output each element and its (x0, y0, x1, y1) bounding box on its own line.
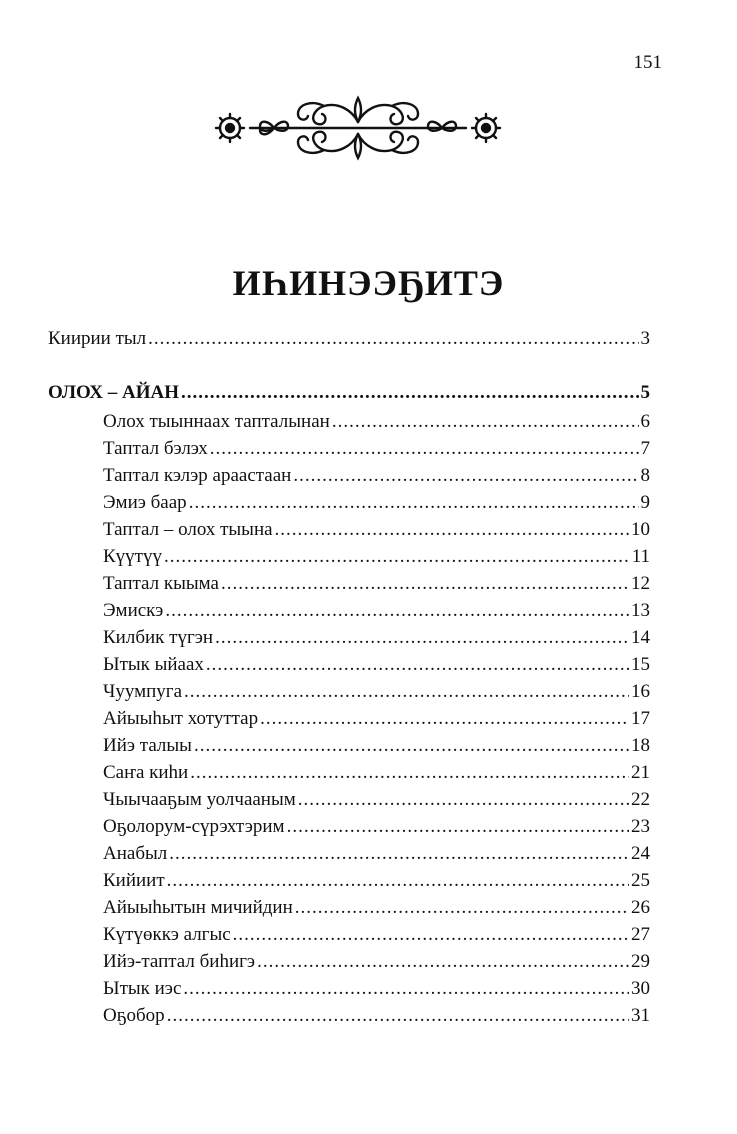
toc-entry (103, 491, 650, 515)
toc-entry-label: Күүтүү (103, 546, 162, 567)
toc-page-number: 16 (631, 681, 650, 702)
leader-dots (233, 923, 629, 947)
toc-page-number: 14 (631, 627, 650, 648)
toc-entry (103, 464, 650, 488)
toc-entry (103, 680, 650, 704)
toc-page-number: 8 (640, 465, 650, 486)
toc-entry-label: Чыычааҕым уолчааным (103, 789, 296, 810)
toc-entry (103, 1004, 650, 1028)
toc-entry (103, 707, 650, 731)
toc-page-number: 25 (631, 870, 650, 891)
toc-entry-label: Ийэ-таптал биһигэ (103, 951, 256, 972)
toc-section-label: ОЛОХ – АЙАН (48, 382, 180, 403)
toc-page-number: 21 (631, 762, 650, 783)
leader-dots (189, 491, 639, 515)
toc-entry (103, 518, 650, 542)
toc-page-number: 26 (631, 897, 650, 918)
toc-page-number: 18 (631, 735, 650, 756)
leader-dots (169, 842, 629, 866)
toc-entry (103, 734, 650, 758)
leader-dots (260, 707, 629, 731)
toc-entry-label: Оҕолорум-сүрэхтэрим (103, 816, 285, 837)
toc-page-number: 12 (631, 573, 650, 594)
toc-entry (103, 977, 650, 1001)
leader-dots (298, 788, 629, 812)
toc-entry-label: Олох тыыннаах тапталынан (103, 411, 330, 432)
toc-entry-label: Күтүөккэ алгыс (103, 924, 231, 945)
toc-section-row (48, 381, 650, 405)
toc-entry (103, 761, 650, 785)
toc-entry (103, 626, 650, 650)
toc-entry-label: Таптал кыыма (103, 573, 219, 594)
page-number: 151 (633, 52, 662, 73)
toc-entry-label: Килбик түгэн (103, 627, 214, 648)
toc-entry-label: Айыыһыт хотуттар (103, 708, 259, 729)
toc-entry (103, 545, 650, 569)
toc-entry (103, 923, 650, 947)
toc-page-number: 23 (631, 816, 650, 837)
toc-entry-label: Таптал кэлэр араастаан (103, 465, 292, 486)
toc-entry (103, 437, 650, 461)
toc-entry (103, 815, 650, 839)
leader-dots (332, 410, 639, 434)
leader-dots (181, 381, 638, 405)
toc-entry (103, 842, 650, 866)
toc-entry (103, 896, 650, 920)
toc-page-number: 22 (631, 789, 650, 810)
leader-dots (148, 327, 638, 351)
page-title: ИҺИНЭЭҔИТЭ (232, 263, 505, 303)
leader-dots (183, 977, 629, 1001)
leader-dots (287, 815, 629, 839)
toc-entry-label: Таптал – олох тыына (103, 519, 273, 540)
leader-dots (295, 896, 629, 920)
leader-dots (167, 869, 629, 893)
toc-entry-label: Киирии тыл (48, 328, 147, 349)
leader-dots (194, 734, 629, 758)
toc-page-number: 29 (631, 951, 650, 972)
leader-dots (184, 680, 629, 704)
leader-dots (167, 1004, 629, 1028)
toc-page-number: 24 (631, 843, 650, 864)
toc-page-number: 27 (631, 924, 650, 945)
leader-dots (257, 950, 629, 974)
toc-entry-label: Таптал бэлэх (103, 438, 208, 459)
toc-page-number: 13 (631, 600, 650, 621)
toc-entry-label: Эмискэ (103, 600, 164, 621)
leader-dots (206, 653, 629, 677)
leader-dots (190, 761, 629, 785)
toc-entry-label: Чуумпуга (103, 681, 183, 702)
toc-entry-label: Эмиэ баар (103, 492, 187, 513)
toc-entry-label: Саҥа киһи (103, 762, 189, 783)
toc-entry-label: Ытык ыйаах (103, 654, 204, 675)
toc-entry (103, 599, 650, 623)
toc-page-number: 30 (631, 978, 650, 999)
leader-dots (215, 626, 629, 650)
toc-page-number: 31 (631, 1005, 650, 1026)
leader-dots (164, 545, 630, 569)
toc-entry (103, 410, 650, 434)
toc-page-number: 7 (640, 438, 650, 459)
toc-entry (103, 788, 650, 812)
toc-page-number: 10 (631, 519, 650, 540)
leader-dots (293, 464, 638, 488)
leader-dots (275, 518, 629, 542)
toc-entry (103, 950, 650, 974)
leader-dots (165, 599, 629, 623)
leader-dots (210, 437, 639, 461)
toc-page-number: 15 (631, 654, 650, 675)
toc-entry-label: Ийэ талыы (103, 735, 192, 756)
folk-scroll-ornament-icon (212, 92, 504, 164)
toc-intro-row (48, 327, 650, 351)
toc-entry (103, 572, 650, 596)
toc-page-number: 3 (640, 328, 650, 349)
toc-page-number: 11 (631, 546, 650, 567)
toc-page-number: 5 (640, 382, 650, 403)
toc-entry-label: Анабыл (103, 843, 168, 864)
leader-dots (221, 572, 629, 596)
toc-entry-label: Ытык иэс (103, 978, 182, 999)
toc-entry (103, 653, 650, 677)
toc-entry-label: Оҕобор (103, 1005, 165, 1026)
toc-entry-label: Айыыһытын мичийдин (103, 897, 293, 918)
toc-page-number: 6 (640, 411, 650, 432)
toc-page-number: 17 (631, 708, 650, 729)
toc-page-number: 9 (640, 492, 650, 513)
toc-entry (103, 869, 650, 893)
toc-entry-label: Кийиит (103, 870, 165, 891)
